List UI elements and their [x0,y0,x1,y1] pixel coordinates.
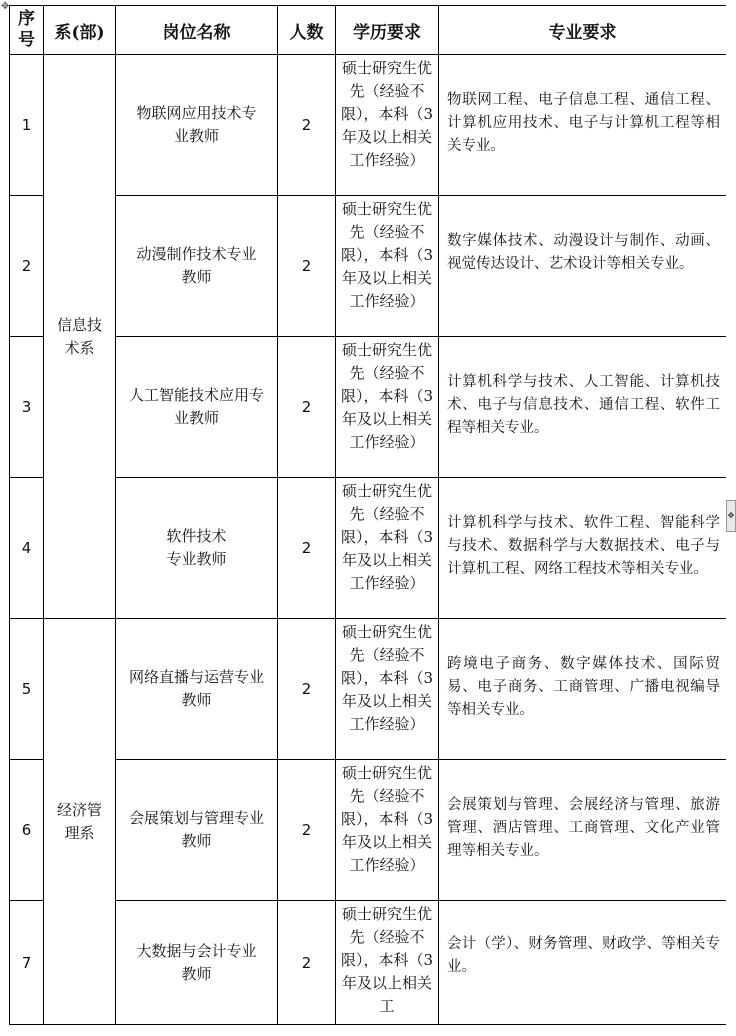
position-text: 物联网应用技术专业教师 [136,104,257,145]
header-dept: 系(部) [44,6,116,55]
header-major: 专业要求 [439,6,727,55]
count-cell: 2 [278,55,336,196]
table-row [10,760,727,901]
major-cell: 计算机科学与技术、软件工程、智能科学与技术、数据科学与大数据技术、电子与计算机工程、网络工程技术等相关专业。 [439,478,727,619]
education-cell: 硕士研究生优先（经验不限），本科（3年及以上相关工作经验） [336,196,439,337]
education-cell: 硕士研究生优先（经验不限），本科（3年及以上相关工 [336,901,439,1025]
position-text: 人工智能技术应用专业教师 [128,386,264,427]
header-seq: 序号 [10,6,44,55]
recruitment-table [9,5,726,1025]
dept-cell-econ [44,619,116,1025]
recruitment-table-container [9,5,726,1027]
count-cell: 2 [278,196,336,337]
table-row [10,619,727,760]
seq-cell: 4 [10,478,44,619]
position-text: 网络直播与运营专业教师 [128,668,264,709]
count-cell: 2 [278,619,336,760]
dept-label: 信息技术系 [56,315,102,357]
education-cell: 硕士研究生优先（经验不限），本科（3年及以上相关工作经验） [336,760,439,901]
position-text: 动漫制作技术专业教师 [136,245,257,286]
count-cell: 2 [278,760,336,901]
major-cell: 数字媒体技术、动漫设计与制作、动画、视觉传达设计、艺术设计等相关专业。 [439,196,727,337]
table-row [10,478,727,619]
table-row [10,55,727,196]
major-cell: 跨境电子商务、数字媒体技术、国际贸易、电子商务、工商管理、广播电视编导等相关专业。 [439,619,727,760]
seq-cell: 7 [10,901,44,1025]
position-cell [116,760,278,901]
seq-cell: 5 [10,619,44,760]
position-cell [116,55,278,196]
education-cell: 硕士研究生优先（经验不限），本科（3年及以上相关工作经验） [336,619,439,760]
position-cell [116,196,278,337]
seq-cell: 6 [10,760,44,901]
major-cell: 会计（学）、财务管理、财政学、等相关专业。 [439,901,727,1025]
count-cell: 2 [278,478,336,619]
table-row [10,196,727,337]
resize-handle-icon[interactable]: ✥ [726,500,736,532]
education-cell: 硕士研究生优先（经验不限），本科（3年及以上相关工作经验） [336,55,439,196]
header-count: 人数 [278,6,336,55]
position-cell [116,619,278,760]
major-cell: 计算机科学与技术、人工智能、计算机技术、电子与信息技术、通信工程、软件工程等相关专业。 [439,337,727,478]
position-text: 会展策划与管理专业教师 [128,809,264,850]
position-text: 大数据与会计专业教师 [136,941,257,983]
header-row [10,6,727,55]
education-cell: 硕士研究生优先（经验不限），本科（3年及以上相关工作经验） [336,478,439,619]
education-cell: 硕士研究生优先（经验不限），本科（3年及以上相关工作经验） [336,337,439,478]
table-row [10,337,727,478]
dept-cell-it [44,55,116,619]
header-education: 学历要求 [336,6,439,55]
position-text: 软件技术专业教师 [166,527,227,568]
position-cell [116,337,278,478]
position-cell [116,901,278,1025]
count-cell: 2 [278,901,336,1025]
seq-cell: 2 [10,196,44,337]
seq-cell: 3 [10,337,44,478]
major-cell: 会展策划与管理、会展经济与管理、旅游管理、酒店管理、工商管理、文化产业管理等相关专业。 [439,760,727,901]
table-row [10,901,727,1025]
count-cell: 2 [278,337,336,478]
position-cell [116,478,278,619]
header-position: 岗位名称 [116,6,278,55]
major-cell: 物联网工程、电子信息工程、通信工程、计算机应用技术、电子与计算机工程等相关专业。 [439,55,727,196]
dept-label: 经济管理系 [56,800,102,842]
seq-cell: 1 [10,55,44,196]
table-move-handle-icon[interactable]: ✥ [1,1,10,12]
